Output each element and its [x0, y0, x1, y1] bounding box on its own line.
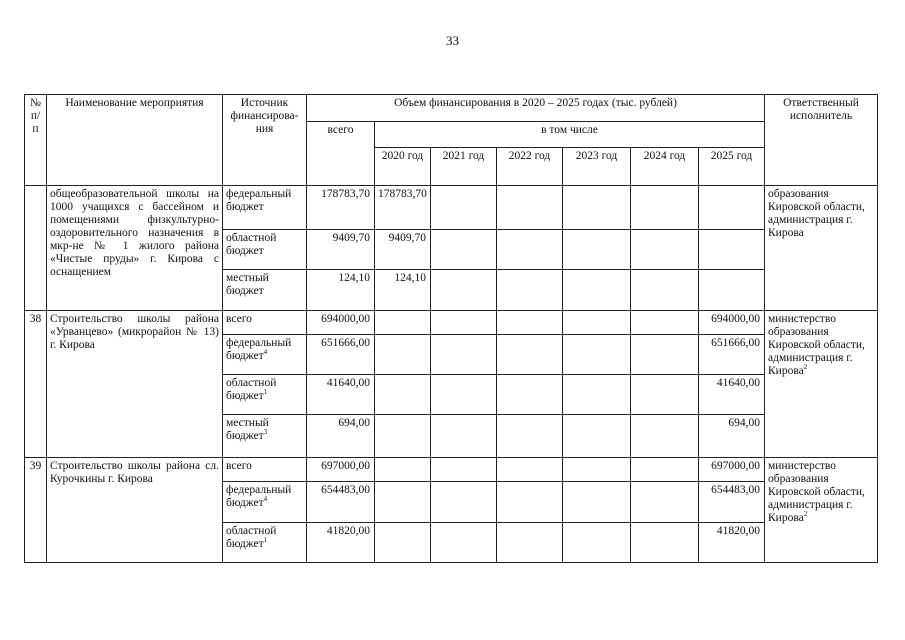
- source-cell: местный бюджет: [223, 270, 307, 311]
- total-cell: 41820,00: [307, 523, 375, 563]
- page-number: 33: [446, 33, 459, 48]
- source-cell: областной бюджет$^1$: [223, 523, 307, 563]
- total-cell: 694,00: [307, 415, 375, 458]
- year-2025-cell: 697000,00: [699, 458, 765, 482]
- header-name: Наименование мероприятия: [47, 95, 223, 186]
- year-2020-cell: 9409,70: [375, 230, 431, 270]
- header-num: № п/п: [25, 95, 47, 186]
- total-cell: 654483,00: [307, 482, 375, 523]
- header-total: всего: [307, 122, 375, 186]
- year-2025-cell: [699, 270, 765, 311]
- measure-name: общеобразовательной школы на 1000 учащихся с бассейном и помещениями физкультурно-оздоровительного назначения в мкр-не № 1 жилого района «Чистые пруды» г. Кирова с оснащением: [47, 186, 223, 311]
- table-row: [25, 186, 878, 230]
- year-2020-cell: 124,10: [375, 270, 431, 311]
- year-2025-cell: 654483,00: [699, 482, 765, 523]
- table-row: [25, 458, 878, 482]
- financing-table: [24, 94, 878, 563]
- row-num: 38: [25, 311, 47, 458]
- source-cell: федеральный бюджет$^4$: [223, 335, 307, 375]
- total-cell: 651666,00: [307, 335, 375, 375]
- row-num: 39: [25, 458, 47, 563]
- header-year: 2025 год: [699, 148, 765, 186]
- header-source: Источник финансирова-ния: [223, 95, 307, 186]
- header-year: 2022 год: [497, 148, 563, 186]
- header-responsible: Ответственный исполнитель: [765, 95, 878, 186]
- header-year: 2024 год: [631, 148, 699, 186]
- year-2025-cell: 41820,00: [699, 523, 765, 563]
- header-year: 2023 год: [563, 148, 631, 186]
- header-year: 2021 год: [431, 148, 497, 186]
- source-cell: областной бюджет: [223, 230, 307, 270]
- responsible-cell: образования Кировской области, администрация г. Кирова: [765, 186, 878, 311]
- source-cell: федеральный бюджет$^4$: [223, 482, 307, 523]
- total-cell: 124,10: [307, 270, 375, 311]
- total-cell: 697000,00: [307, 458, 375, 482]
- source-cell: всего: [223, 311, 307, 335]
- year-2025-cell: 694000,00: [699, 311, 765, 335]
- responsible-cell: министерство образования Кировской области, администрация г. Кирова$^2$: [765, 458, 878, 563]
- source-cell: всего: [223, 458, 307, 482]
- source-cell: областной бюджет$^1$: [223, 375, 307, 415]
- header-including: в том числе: [375, 122, 765, 148]
- year-2025-cell: 694,00: [699, 415, 765, 458]
- header-year: 2020 год: [375, 148, 431, 186]
- measure-name: Строительство школы района «Урванцево» (микрорайон № 13) г. Кирова: [47, 311, 223, 458]
- table-row: [25, 311, 878, 335]
- year-2025-cell: 651666,00: [699, 335, 765, 375]
- measure-name: Строительство школы района сл. Курочкины г. Кирова: [47, 458, 223, 563]
- row-num: [25, 186, 47, 311]
- total-cell: 178783,70: [307, 186, 375, 230]
- total-cell: 694000,00: [307, 311, 375, 335]
- year-2025-cell: 41640,00: [699, 375, 765, 415]
- year-2025-cell: [699, 230, 765, 270]
- year-2025-cell: [699, 186, 765, 230]
- responsible-cell: министерство образования Кировской области, администрация г. Кирова$^2$: [765, 311, 878, 458]
- source-cell: местный бюджет$^3$: [223, 415, 307, 458]
- total-cell: 9409,70: [307, 230, 375, 270]
- header-volume: Объем финансирования в 2020 – 2025 годах (тыс. рублей): [307, 95, 765, 122]
- year-2020-cell: 178783,70: [375, 186, 431, 230]
- source-cell: федеральный бюджет: [223, 186, 307, 230]
- total-cell: 41640,00: [307, 375, 375, 415]
